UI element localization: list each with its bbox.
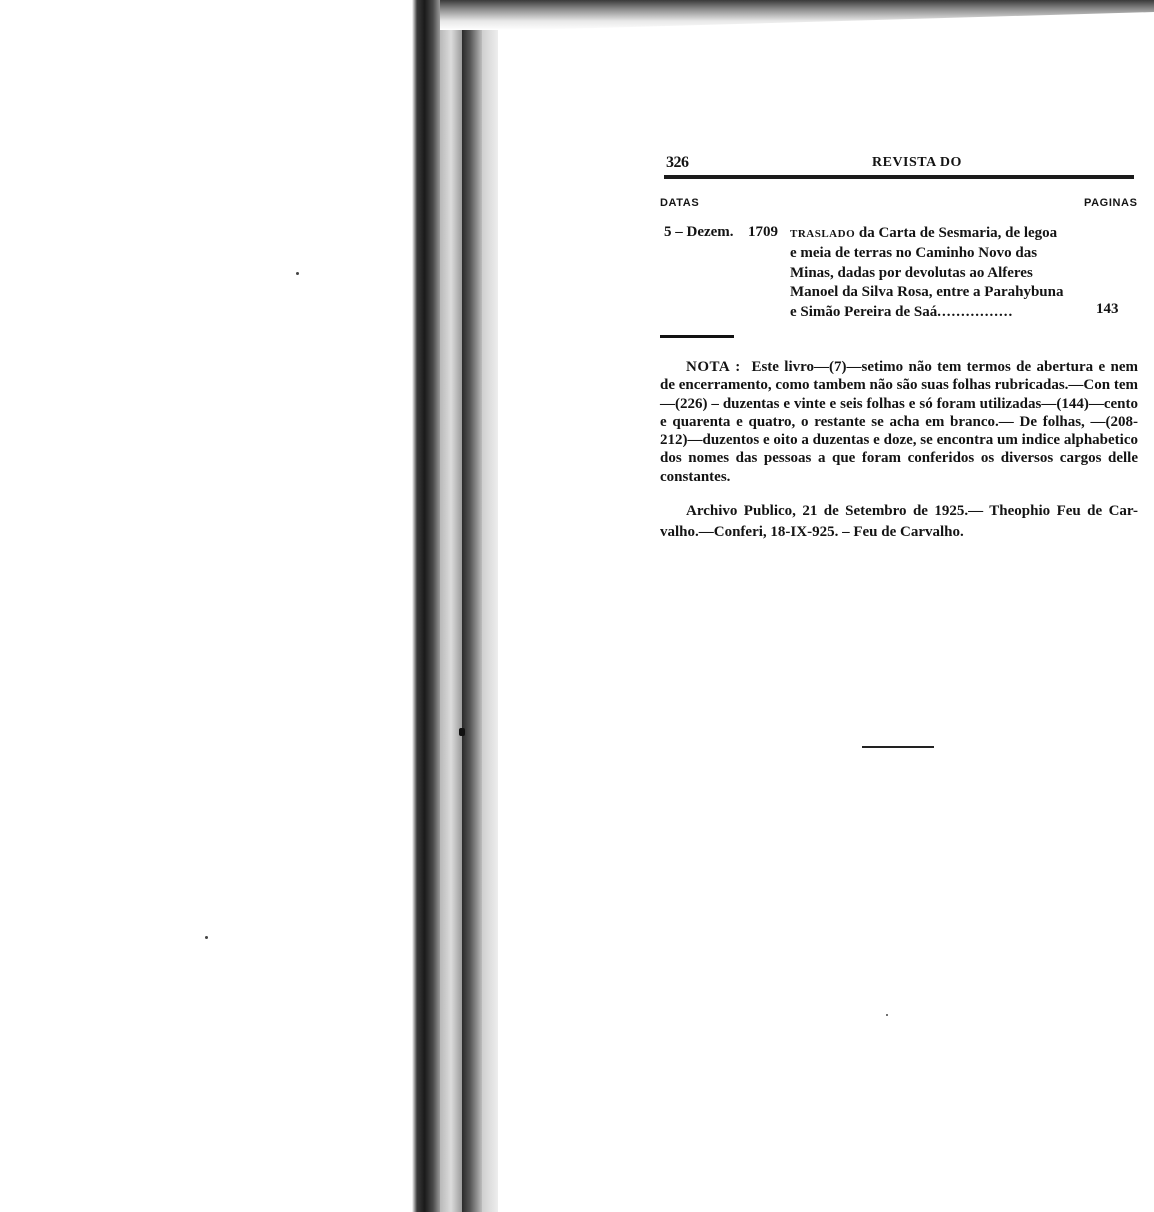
- entry-last-line: [790, 303, 1070, 322]
- book-gutter-shadow-inner: [462, 0, 482, 1212]
- note-paragraph: [660, 358, 1138, 486]
- entry-line: e Simão Pereira de Saá: [790, 303, 938, 320]
- entry-line: Minas, dadas por devolutas ao Alferes: [790, 264, 1033, 281]
- page-top-edge-shadow: [440, 0, 1154, 30]
- entry-description: [790, 224, 1070, 322]
- signoff-paragraph: [660, 501, 1138, 542]
- entry-line: e meia de terras no Caminho Novo das: [790, 245, 1038, 262]
- note-label: NOTA :: [686, 359, 741, 375]
- page-number: 326: [666, 154, 689, 171]
- entry-line: da Carta de Sesmaria, de legoa: [858, 225, 1058, 241]
- entry-lead-word: TRASLADO: [790, 228, 856, 240]
- section-rule: [660, 335, 734, 338]
- journal-title: REVISTA DO: [872, 155, 962, 170]
- binding-mark: [459, 728, 465, 736]
- entry-year: 1709: [748, 224, 778, 240]
- entry-date: 5 – Dezem.: [664, 224, 734, 240]
- signoff-text: Archivo Publico, 21 de Setembro de 1925.— Theophio Feu de Car-valho.—Conferi, 18-IX-925. – Feu de Carvalho.: [660, 503, 1138, 540]
- column-header-paginas: PAGINAS: [1084, 197, 1138, 209]
- leader-dots: ................: [937, 303, 1014, 320]
- running-header: [664, 154, 1134, 174]
- dust-speck: [205, 936, 208, 939]
- entry-first-line: [790, 224, 1070, 244]
- book-gutter-shadow: [412, 0, 440, 1212]
- note-text: Este livro—(7)—setimo não tem termos de abertura e nem de encerramento, como tambem não são suas folhas rubricadas.—Con tem—(226) – duzentas e vinte e seis folhas e só foram utilizadas—(144)—cento e quarenta e quatro, o restante se acha em branco.— De folhas, —(208-212)—duzentos e oito a duzentas e doze, se encontra um indice alphabetico dos nomes das pessoas a que foram conferidos os diversos cargos delle constantes.: [660, 359, 1138, 485]
- dust-speck: [296, 272, 299, 275]
- book-gutter-highlight: [482, 0, 498, 1212]
- entry-page-number: 143: [1096, 301, 1119, 317]
- column-header-datas: DATAS: [660, 197, 700, 209]
- header-rule: [664, 175, 1134, 179]
- end-rule: [862, 746, 934, 748]
- dust-speck: [886, 1014, 888, 1016]
- entry-line: Manoel da Silva Rosa, entre a Parahybuna: [790, 284, 1064, 301]
- book-gutter-page-edge: [440, 0, 462, 1212]
